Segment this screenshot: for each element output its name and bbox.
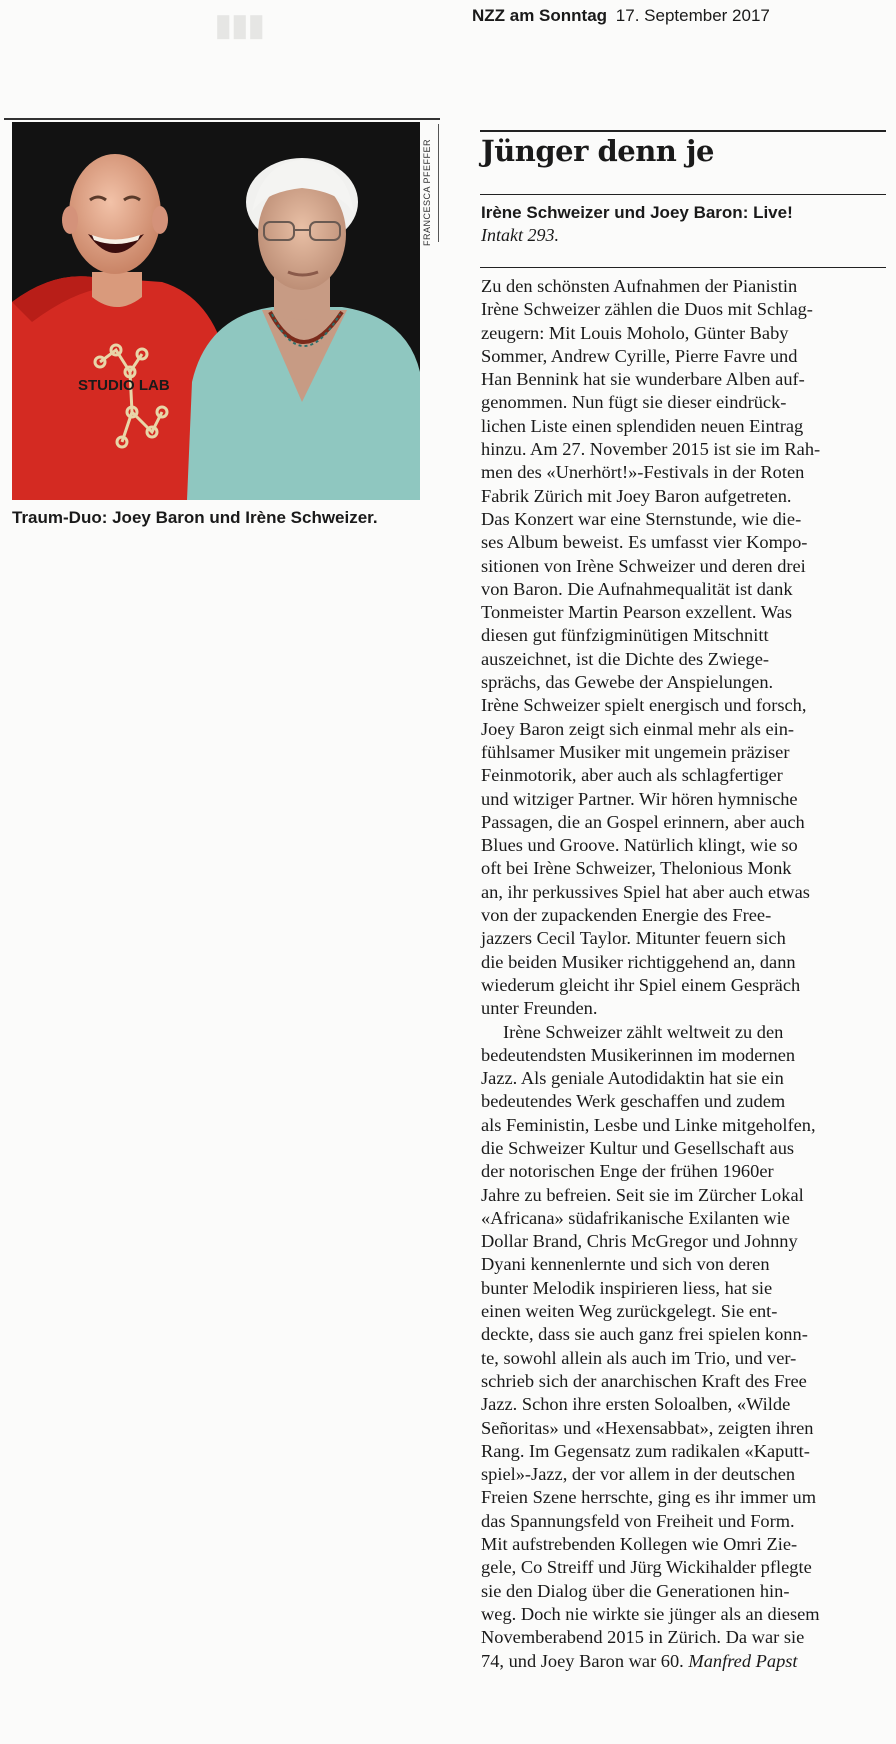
body-line-text: bedeutendsten Musikerinnen im modernen [481,1044,796,1065]
body-line-text: jazzers Cecil Taylor. Mitunter feuern sich [481,928,786,949]
body-line-text: Freien Szene herrschte, ging es ihr immer um [481,1487,817,1508]
body-line-text: Novemberabend 2015 in Zürich. Da war sie [481,1627,805,1648]
body-line [481,1626,891,1649]
body-line-text: Señoritas» und «Hexensabbat», zeigten ihren [481,1417,814,1438]
body-line-text: weg. Doch nie wirkte sie jünger als an diesem [481,1603,820,1624]
photo-caption: Traum-Duo: Joey Baron und Irène Schweizer. [12,508,378,527]
body-line-text: te, sowohl allein als auch im Trio, und ver- [481,1347,797,1368]
body-line [481,1114,891,1137]
body-line [481,741,891,764]
body-line-text: Han Bennink hat sie wunderbare Alben auf- [481,369,805,390]
body-line-text: deckte, dass sie auch ganz frei spielen konn- [481,1324,808,1345]
body-line [481,1370,891,1393]
body-line [481,298,891,321]
body-line-text: diesen gut fünfzigminütigen Mitschnitt [481,625,769,646]
article-body [481,275,891,1673]
body-line [481,788,891,811]
photo-credit-rule [438,124,439,242]
body-line-text: sitionen von Irène Schweizer und deren drei [481,555,806,576]
body-line [481,485,891,508]
body-line-text: Joey Baron zeigt sich einmal mehr als ein- [481,718,795,739]
body-line-text: men des «Unerhört!»-Festivals in der Roten [481,462,805,483]
body-line [481,1044,891,1067]
body-line-text: und witziger Partner. Wir hören hymnische [481,788,798,809]
article-photo [12,122,420,500]
record-title: Irène Schweizer und Joey Baron: Live! [481,203,793,222]
body-line-text: einen weiten Weg zurückgelegt. Sie ent- [481,1301,778,1322]
body-line [481,997,891,1020]
body-line [481,531,891,554]
body-line [481,811,891,834]
body-line [481,764,891,787]
body-line [481,1486,891,1509]
body-line-text: Jazz. Schon ihre ersten Soloalben, «Wilde [481,1394,791,1415]
author-byline: Manfred Papst [688,1650,798,1671]
body-line-text: Das Konzert war eine Sternstunde, wie die- [481,508,802,529]
body-line-text: bunter Melodik inspirieren liess, hat sie [481,1277,773,1298]
body-line [481,1253,891,1276]
body-line-text: fühlsamer Musiker mit ungemein präziser [481,741,790,762]
body-line [481,648,891,671]
body-line-text: der notorischen Enge der frühen 1960er [481,1161,774,1182]
body-line-text: Dollar Brand, Chris McGregor und Johnny [481,1231,798,1252]
body-line-text: spiel»-Jazz, der vor allem in der deutschen [481,1464,796,1485]
body-line-text: genommen. Nun fügt sie dieser eindrück- [481,392,787,413]
body-line-text: unter Freunden. [481,998,598,1019]
article-headline: Jünger denn je [481,134,714,168]
body-line [481,415,891,438]
body-line-text: Tonmeister Martin Pearson exzellent. Was [481,602,792,623]
body-line [481,718,891,741]
body-line [481,1207,891,1230]
body-line [481,1580,891,1603]
record-label: Intakt 293. [481,225,559,245]
body-line [481,1277,891,1300]
body-line-text: sie den Dialog über die Generationen hin- [481,1580,790,1601]
body-line [481,927,891,950]
body-line [481,1417,891,1440]
publication-date: 17. September 2017 [615,6,770,25]
body-line [481,1230,891,1253]
body-line [481,1067,891,1090]
body-line [481,322,891,345]
headline-bottom-rule [480,194,886,195]
body-line [481,368,891,391]
body-line-text: auszeichnet, ist die Dichte des Zwiege- [481,648,770,669]
body-line [481,508,891,531]
body-line-text: Feinmotorik, aber auch als schlagfertiger [481,765,783,786]
body-line-text: das Spannungsfeld von Freiheit und Form. [481,1510,795,1531]
body-line [481,1440,891,1463]
body-line [481,1021,891,1044]
body-line [481,1603,891,1626]
body-line-text: 74, und Joey Baron war 60. [481,1650,684,1671]
body-line [481,275,891,298]
photo-top-rule [4,118,440,120]
body-line [481,461,891,484]
body-line-text: bedeutendes Werk geschaffen und zudem [481,1091,786,1112]
body-line-text: Irène Schweizer zählt weltweit zu den [503,1021,784,1042]
body-line-text: von Baron. Die Aufnahmequalität ist dank [481,578,793,599]
body-line [481,1556,891,1579]
publication-name: NZZ am Sonntag [472,6,608,25]
body-line [481,601,891,624]
body-line-text: Mit aufstrebenden Kollegen wie Omri Zie- [481,1534,798,1555]
body-line-text: als Feministin, Lesbe und Linke mitgeholfen, [481,1114,816,1135]
body-line [481,1300,891,1323]
body-line-text: hinzu. Am 27. November 2015 ist sie im Rah- [481,439,821,460]
body-line-text: Dyani kennenlernte und sich von deren [481,1254,770,1275]
shirt-print-text: STUDIO LAB [78,377,170,394]
bleed-through-mark: ▮▮▮ [215,9,265,42]
body-line [481,857,891,880]
body-line-text: «Africana» südafrikanische Exilanten wie [481,1207,790,1228]
body-line [481,624,891,647]
body-line [481,974,891,997]
body-line-text: ses Album beweist. Es umfasst vier Kompo- [481,532,808,553]
body-line [481,578,891,601]
body-line-text: gele, Co Streiff und Jürg Wickihalder pflegte [481,1557,812,1578]
body-line [481,1463,891,1486]
body-line-text: von der zupackenden Energie des Free- [481,905,772,926]
body-line-text: Irène Schweizer zählen die Duos mit Schlag- [481,299,813,320]
body-line [481,1160,891,1183]
body-line-text: Zu den schönsten Aufnahmen der Pianistin [481,276,798,296]
body-line-text: die Schweizer Kultur und Gesellschaft aus [481,1137,795,1158]
body-line-text: wiederum gleicht ihr Spiel einem Gespräch [481,974,801,995]
masthead [472,6,770,26]
body-line [481,1347,891,1370]
body-line-text: oft bei Irène Schweizer, Thelonious Monk [481,858,792,879]
body-line [481,881,891,904]
body-line [481,345,891,368]
body-line-text: schrieb sich der anarchischen Kraft des Free [481,1370,807,1391]
photo-credit: FRANCESCA PFEFFER [422,138,432,246]
body-line-text: Passagen, die an Gospel erinnern, aber auch [481,811,805,832]
body-line-text: an, ihr perkussives Spiel hat aber auch etwas [481,881,810,902]
body-line [481,1393,891,1416]
body-line-text: Jahre zu befreien. Seit sie im Zürcher Lokal [481,1184,804,1205]
body-line-text: Sommer, Andrew Cyrille, Pierre Favre und [481,345,798,366]
body-line-text: Blues und Groove. Natürlich klingt, wie so [481,835,798,856]
body-line [481,904,891,927]
body-line-text: Fabrik Zürich mit Joey Baron aufgetreten. [481,485,792,506]
body-line [481,1184,891,1207]
body-line-text: die beiden Musiker richtiggehend an, dann [481,951,796,972]
body-line-text: sprächs, das Gewebe der Anspielungen. [481,672,774,693]
body-line [481,438,891,461]
body-line [481,1137,891,1160]
body-line-text: Rang. Im Gegensatz zum radikalen «Kaputt- [481,1440,810,1461]
body-line-text: Jazz. Als geniale Autodidaktin hat sie ein [481,1068,784,1089]
body-line [481,1533,891,1556]
body-line [481,1323,891,1346]
body-line [481,951,891,974]
info-box-bottom-rule [480,267,886,268]
body-line [481,555,891,578]
photo-illustration [12,122,420,500]
body-line [481,1510,891,1533]
headline-top-rule [480,130,886,132]
body-line [481,834,891,857]
body-line-text: zeugern: Mit Louis Moholo, Günter Baby [481,322,789,343]
body-line [481,694,891,717]
body-line [481,391,891,414]
body-line-text: Irène Schweizer spielt energisch und forsch, [481,695,807,716]
body-line-text: lichen Liste einen splendiden neuen Eintrag [481,415,804,436]
body-line [481,1090,891,1113]
body-line [481,1650,891,1673]
body-line [481,671,891,694]
